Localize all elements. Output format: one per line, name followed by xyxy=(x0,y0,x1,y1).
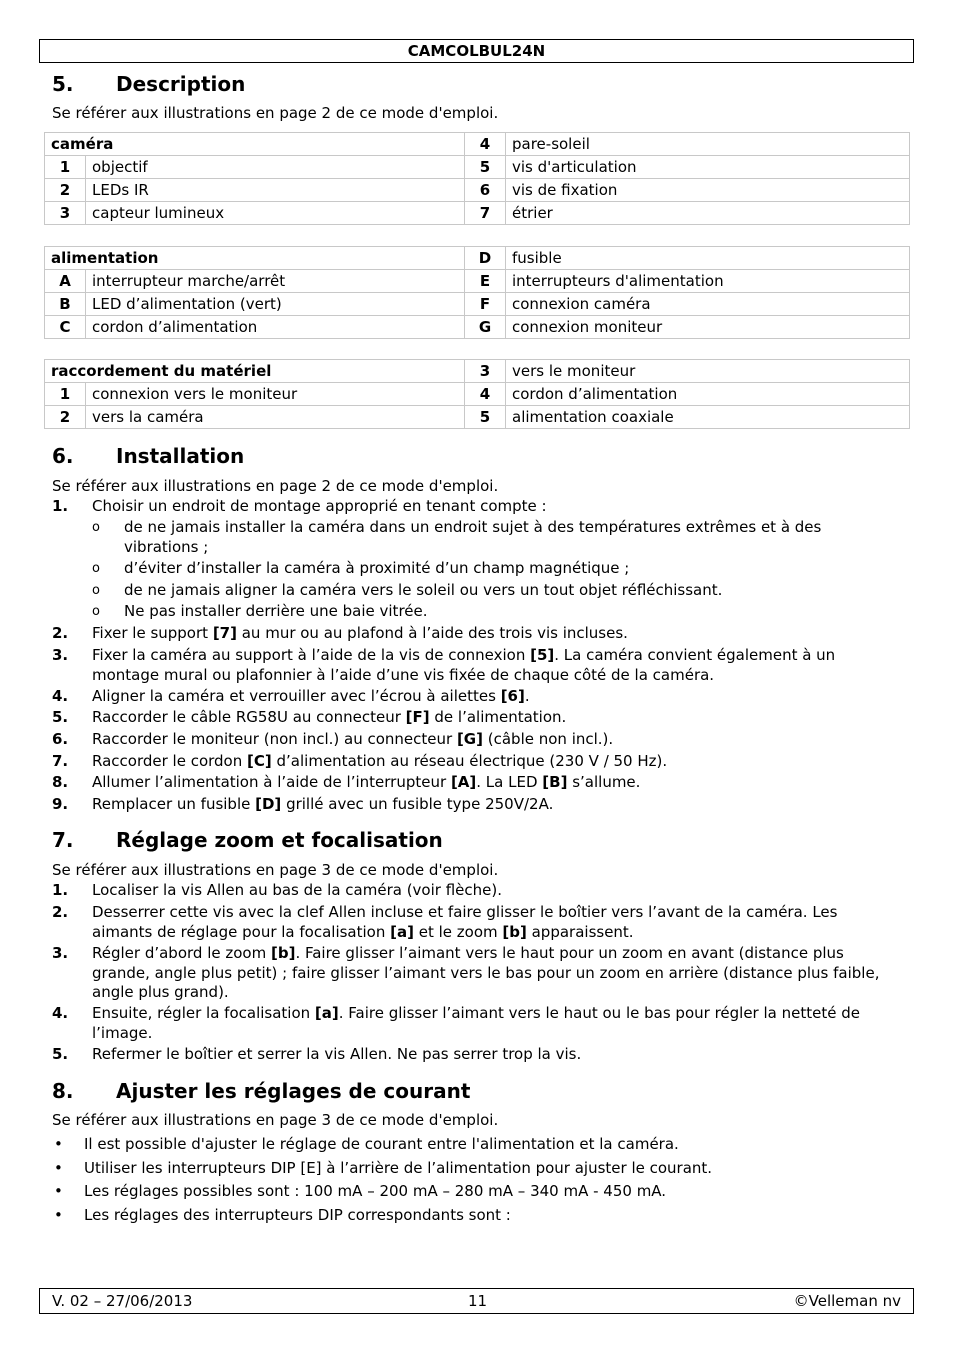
circle-bullet-icon: o xyxy=(92,561,100,576)
list-item: 4. Aligner la caméra et verrouiller avec l’écrou à ailettes [6]. xyxy=(52,687,530,705)
table-heading: caméra xyxy=(45,133,465,156)
table-row: caméra 4 pare-soleil xyxy=(45,133,910,156)
page-number: 11 xyxy=(468,1292,488,1310)
section-5-reference: Se référer aux illustrations en page 2 de ce mode d'emploi. xyxy=(52,104,499,122)
bullet-icon: • xyxy=(54,1182,63,1200)
copyright: ©Velleman nv xyxy=(793,1292,901,1310)
list-item: 8. Allumer l’alimentation à l’aide de l’interrupteur [A]. La LED [B] s’allume. xyxy=(52,773,641,791)
section-6-heading: 6. Installation xyxy=(52,444,245,468)
section-7-heading: 7. Réglage zoom et focalisation xyxy=(52,828,443,852)
table-row: 1 objectif 5 vis d'articulation xyxy=(45,156,910,179)
sub-list-item: o de ne jamais aligner la caméra vers le soleil ou vers un tout objet réfléchissant. xyxy=(92,581,723,599)
list-item: 1. Localiser la vis Allen au bas de la caméra (voir flèche). xyxy=(52,881,502,899)
list-item: 2. Desserrer cette vis avec la clef Allen incluse et faire glisser le boîtier vers l’avant de la caméra. Les aimants de réglage pour la focalisation [a] et le zoom [b] apparaissent. xyxy=(52,903,838,941)
list-item: 1. Choisir un endroit de montage approprié en tenant compte : xyxy=(52,497,547,515)
list-item: 4. Ensuite, régler la focalisation [a]. Faire glisser l’aimant vers le haut ou le bas pour régler la netteté de l’image. xyxy=(52,1004,860,1042)
section-title: Installation xyxy=(116,444,245,468)
section-8-reference: Se référer aux illustrations en page 3 de ce mode d'emploi. xyxy=(52,1111,499,1129)
document-footer xyxy=(39,1288,914,1314)
power-supply-parts-table xyxy=(44,246,910,339)
sub-list-item: o Ne pas installer derrière une baie vitrée. xyxy=(92,602,428,620)
bullet-icon: • xyxy=(54,1206,63,1224)
section-title: Description xyxy=(116,72,246,96)
list-item: 5. Raccorder le câble RG58U au connecteur [F] de l’alimentation. xyxy=(52,708,567,726)
circle-bullet-icon: o xyxy=(92,583,100,598)
section-6-reference: Se référer aux illustrations en page 2 de ce mode d'emploi. xyxy=(52,477,499,495)
sub-list-item: o de ne jamais installer la caméra dans un endroit sujet à des températures extrêmes et à des vibrations ; xyxy=(92,518,822,556)
table-row: 2 vers la caméra 5 alimentation coaxiale xyxy=(45,406,910,429)
list-item: 9. Remplacer un fusible [D] grillé avec un fusible type 250V/2A. xyxy=(52,795,554,813)
table-row: A interrupteur marche/arrêt E interrupteurs d'alimentation xyxy=(45,270,910,293)
table-row: B LED d’alimentation (vert) F connexion caméra xyxy=(45,293,910,316)
bullet-item: • Utiliser les interrupteurs DIP [E] à l’arrière de l’alimentation pour ajuster le courant. xyxy=(54,1159,713,1177)
bullet-icon: • xyxy=(54,1135,63,1153)
section-5-heading: 5. Description xyxy=(52,72,246,96)
bullet-item: • Il est possible d'ajuster le réglage de courant entre l'alimentation et la caméra. xyxy=(54,1135,679,1153)
table-row: C cordon d’alimentation G connexion moniteur xyxy=(45,316,910,339)
list-item: 7. Raccorder le cordon [C] d’alimentation au réseau électrique (230 V / 50 Hz). xyxy=(52,752,668,770)
circle-bullet-icon: o xyxy=(92,604,100,619)
table-row: 1 connexion vers le moniteur 4 cordon d’alimentation xyxy=(45,383,910,406)
section-title: Réglage zoom et focalisation xyxy=(116,828,443,852)
table-row: alimentation D fusible xyxy=(45,247,910,270)
list-item: 3. Fixer la caméra au support à l’aide de la vis de connexion [5]. La caméra convient également à un montage mural ou plafonnier à l’aide d’une vis fixée de chaque côté de la caméra. xyxy=(52,646,836,684)
circle-bullet-icon: o xyxy=(92,520,100,535)
list-item: 3. Régler d’abord le zoom [b]. Faire glisser l’aimant vers le haut pour un zoom en avant (distance plus grande, angle plus petit) ; faire glisser l’aimant vers le bas pour un zoom en arrière (distance plus faible, angle plus grand). xyxy=(52,944,880,1001)
section-title: Ajuster les réglages de courant xyxy=(116,1079,471,1103)
table-row: 3 capteur lumineux 7 étrier xyxy=(45,202,910,225)
version-date: V. 02 – 27/06/2013 xyxy=(52,1292,193,1310)
document-header xyxy=(39,39,914,63)
sub-list-item: o d’éviter d’installer la caméra à proximité d’un champ magnétique ; xyxy=(92,559,630,577)
table-heading: raccordement du matériel xyxy=(45,360,465,383)
model-name: CAMCOLBUL24N xyxy=(407,42,546,60)
section-7-reference: Se référer aux illustrations en page 3 de ce mode d'emploi. xyxy=(52,861,499,879)
bullet-item: • Les réglages des interrupteurs DIP correspondants sont : xyxy=(54,1206,511,1224)
list-item: 5. Refermer le boîtier et serrer la vis Allen. Ne pas serrer trop la vis. xyxy=(52,1045,582,1063)
list-item: 6. Raccorder le moniteur (non incl.) au connecteur [G] (câble non incl.). xyxy=(52,730,614,748)
camera-parts-table xyxy=(44,132,910,225)
bullet-icon: • xyxy=(54,1159,63,1177)
table-heading: alimentation xyxy=(45,247,465,270)
section-8-heading: 8. Ajuster les réglages de courant xyxy=(52,1079,471,1103)
list-item: 2. Fixer le support [7] au mur ou au plafond à l’aide des trois vis incluses. xyxy=(52,624,628,642)
table-row: 2 LEDs IR 6 vis de fixation xyxy=(45,179,910,202)
hardware-connection-table xyxy=(44,359,910,429)
bullet-item: • Les réglages possibles sont : 100 mA – 200 mA – 280 mA – 340 mA - 450 mA. xyxy=(54,1182,667,1200)
table-row: raccordement du matériel 3 vers le moniteur xyxy=(45,360,910,383)
